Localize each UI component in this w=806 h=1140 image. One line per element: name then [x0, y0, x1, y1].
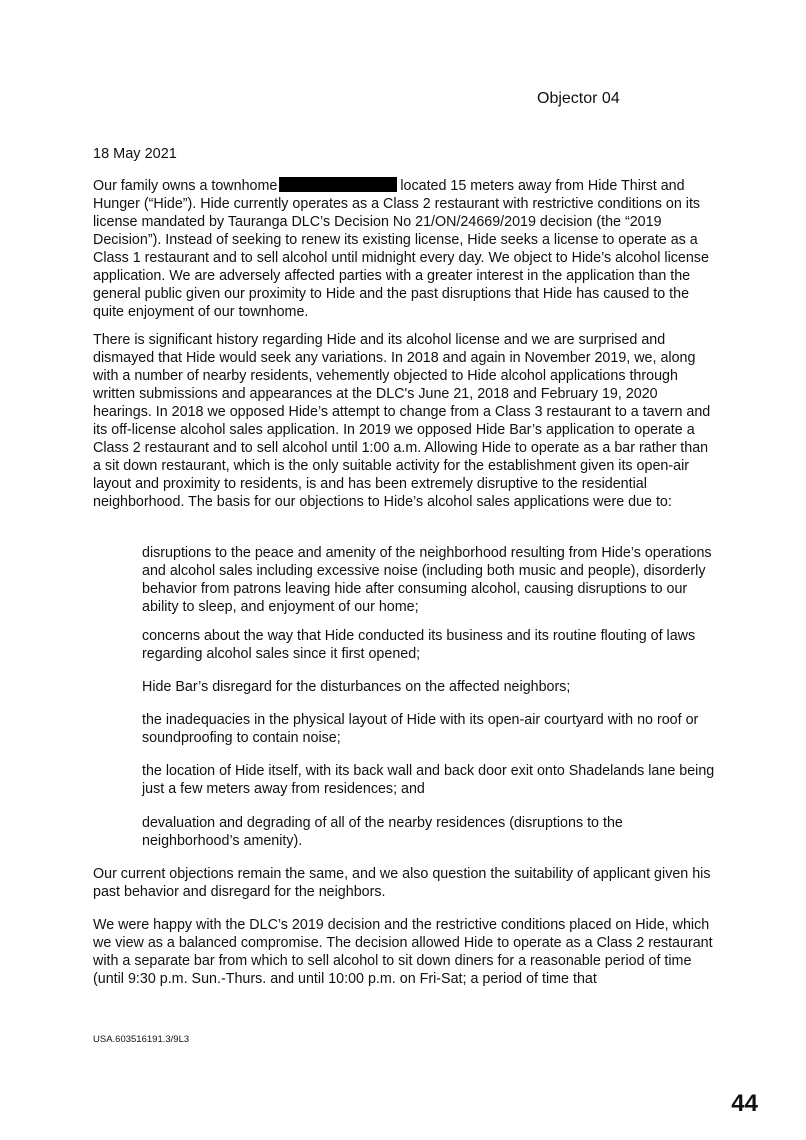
- paragraph-1: [93, 177, 715, 321]
- objector-label: Objector 04: [537, 90, 620, 107]
- redaction-box: [279, 177, 397, 192]
- paragraph-2: There is significant history regarding Hide and its alcohol license and we are surprised and dismayed that Hide would seek any variations. In 2018 and again in November 2019, we, along with a number of nearby residents, vehemently objected to Hide alcohol applications through written submissions and appearances at the DLC's June 21, 2018 and February 19, 2020 hearings. In 2018 we opposed Hide’s attempt to change from a Class 3 restaurant to a tavern and its off-license alcohol sales application. In 2019 we opposed Hide Bar’s application to operate a Class 2 restaurant and to sell alcohol until 1:00 a.m. Allowing Hide to operate as a bar rather than a sit down restaurant, which is the only suitable activity for the establishment given its open-air layout and proximity to residents, is and has been extremely disruptive to the residential neighborhood. The basis for our objections to Hide’s alcohol sales applications were due to:: [93, 332, 711, 510]
- letter-date: 18 May 2021: [93, 146, 177, 162]
- paragraph-4: We were happy with the DLC’s 2019 decision and the restrictive conditions placed on Hide, which we view as a balanced compromise. The decision allowed Hide to operate as a Class 2 restaurant with a separate bar from which to sell alcohol to sit down diners for a reasonable period of time (until 9:30 p.m. Sun.-Thurs. and until 10:00 p.m. on Fri-Sat; a period of time that: [93, 917, 713, 987]
- paragraph-3: Our current objections remain the same, and we also question the suitability of applicant given his past behavior and disregard for the neighbors.: [93, 866, 711, 900]
- paragraph-1-rest: located 15 meters away from Hide Thirst and Hunger (“Hide”). Hide currently operates as a Class 2 restaurant with restrictive conditions on its license mandated by Tauranga DLC’s Decision No 21/ON/24669/2019 decision (the “2019 Decision”). Instead of seeking to renew its existing license, Hide seeks a license to operate as a Class 1 restaurant and to sell alcohol until midnight every day. We object to Hide’s alcohol license application. We are adversely affected parties with a greater interest in the application than the general public given our proximity to Hide and the past disruptions that Hide has caused to the quite enjoyment of our townhome.: [93, 178, 709, 320]
- objection-item-5: the location of Hide itself, with its back wall and back door exit onto Shadelands lane being just a few meters away from residences; and: [142, 763, 715, 797]
- objection-item-1: disruptions to the peace and amenity of the neighborhood resulting from Hide’s operations and alcohol sales including excessive noise (including both music and people), disorderly behavior from patrons leaving hide after consuming alcohol, causing disruptions to our ability to sleep, and enjoyment of our home;: [142, 545, 712, 615]
- page-number: 44: [731, 1090, 758, 1117]
- paragraph-1-start: Our family owns a townhome: [93, 178, 278, 194]
- objection-item-6: devaluation and degrading of all of the nearby residences (disruptions to the neighborhood’s amenity).: [142, 815, 623, 849]
- objection-item-4: the inadequacies in the physical layout of Hide with its open-air courtyard with no roof or soundproofing to contain noise;: [142, 712, 699, 746]
- document-reference: USA.603516191.3/9L3: [93, 1034, 190, 1045]
- objection-item-2: concerns about the way that Hide conducted its business and its routine flouting of laws regarding alcohol sales since it first opened;: [142, 628, 696, 662]
- objection-item-3: Hide Bar’s disregard for the disturbances on the affected neighbors;: [142, 679, 571, 695]
